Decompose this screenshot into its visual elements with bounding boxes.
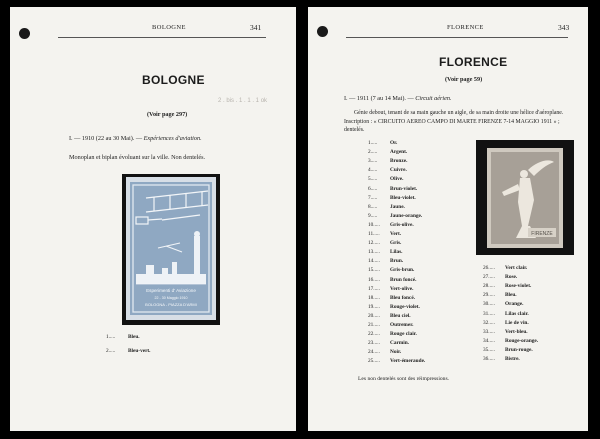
variety-row <box>483 338 538 344</box>
variety-color: Cuivre. <box>390 167 407 174</box>
see-page-ref: (Voir page 297) <box>147 111 188 118</box>
variety-row <box>368 267 414 273</box>
variety-row <box>368 349 401 355</box>
stamp-line-2: 22 - 30 Maggio 1910 <box>154 296 188 300</box>
variety-row <box>483 356 520 362</box>
variety-row <box>368 322 413 328</box>
variety-number: 9..... <box>368 212 378 219</box>
variety-row <box>368 158 407 164</box>
punch-hole <box>19 28 30 39</box>
variety-number: 21..... <box>368 322 380 328</box>
variety-row <box>483 274 517 280</box>
variety-color: Outremer. <box>390 322 414 328</box>
variety-row <box>368 286 413 292</box>
variety-row <box>483 283 531 289</box>
variety-number: 28..... <box>483 283 495 290</box>
variety-number: 6..... <box>368 185 378 192</box>
variety-row <box>483 347 533 353</box>
variety-row <box>368 304 420 310</box>
running-head: BOLOGNE <box>152 24 186 31</box>
variety-color: Brun foncé. <box>390 276 417 283</box>
variety-row <box>368 295 415 301</box>
variety-color: Brun-rouge. <box>505 346 533 353</box>
variety-color: Bleu-vert. <box>128 348 151 354</box>
issue-number-date: I. — 1911 (7 au 14 Mai). — <box>344 95 416 102</box>
variety-color: Gris-brun. <box>390 267 415 274</box>
variety-color: Vert-olive. <box>390 285 414 292</box>
variety-number: 2..... <box>368 149 378 156</box>
variety-row <box>368 277 417 283</box>
variety-row <box>483 320 529 326</box>
variety-number: 15..... <box>368 267 380 274</box>
variety-number: 19..... <box>368 303 380 310</box>
page-title: BOLOGNE <box>142 73 205 87</box>
issue-line <box>344 95 451 102</box>
bologna-aviation-stamp <box>122 174 220 325</box>
page-number: 343 <box>558 23 570 32</box>
variety-number: 23..... <box>368 340 380 347</box>
variety-color: Jaune. <box>390 203 405 210</box>
variety-color: Vert clair. <box>505 265 528 271</box>
variety-color: Rouge clair. <box>390 331 417 338</box>
variety-number: 36..... <box>483 356 495 362</box>
running-head: FLORENCE <box>447 24 484 31</box>
variety-number: 16..... <box>368 276 380 283</box>
variety-number: 14..... <box>368 258 380 265</box>
variety-row <box>483 301 523 307</box>
variety-color: Or. <box>390 140 398 146</box>
variety-color: Bleu. <box>505 292 517 299</box>
variety-color: Bronze. <box>390 158 408 165</box>
variety-number: 32..... <box>483 319 495 326</box>
pencil-note: 2 . bis . 1 . 1 . 1 ok <box>218 98 268 104</box>
variety-row <box>483 265 527 271</box>
variety-row <box>368 204 405 210</box>
variety-color: Bleu-violet. <box>390 194 416 201</box>
variety-number: 20..... <box>368 312 380 319</box>
punch-hole <box>317 26 328 37</box>
footer-note: Les non dentelés sont des réimpressions. <box>358 376 450 382</box>
header-rule <box>58 37 266 38</box>
issue-description: Monoplan et biplan évoluant sur la ville. Non dentelés. <box>69 154 206 161</box>
stamp-mount <box>476 140 574 255</box>
right-album-page <box>308 7 588 431</box>
variety-color: Rouge-orange. <box>505 337 539 344</box>
variety-color: Bleu ciel. <box>390 312 411 319</box>
see-page-ref: (Voir page 59) <box>445 76 483 83</box>
variety-color: Rose. <box>505 274 518 281</box>
variety-number: 1..... <box>368 140 378 146</box>
variety-color: Vert-émeraude. <box>390 358 426 365</box>
variety-number: 35..... <box>483 346 495 353</box>
variety-row <box>368 331 417 337</box>
variety-row <box>368 213 422 219</box>
variety-number: 3..... <box>368 158 378 165</box>
issue-number-date: I. — 1910 (22 au 30 Mai). — <box>69 135 144 142</box>
issue-line <box>69 135 202 142</box>
variety-number: 29..... <box>483 292 495 299</box>
variety-color: Lilas clair. <box>505 310 529 317</box>
variety-number: 7..... <box>368 194 378 201</box>
variety-number: 17..... <box>368 285 380 292</box>
variety-color: Bistre. <box>505 356 520 362</box>
variety-row <box>106 334 140 340</box>
variety-row <box>368 149 407 155</box>
variety-color: Orange. <box>505 301 524 308</box>
variety-color: Argent. <box>390 149 408 156</box>
variety-number: 12..... <box>368 240 380 247</box>
variety-number: 2..... <box>106 348 116 354</box>
variety-row <box>368 195 416 201</box>
variety-number: 25..... <box>368 358 380 365</box>
florence-aviation-stamp <box>476 140 574 255</box>
variety-number: 26..... <box>483 265 495 271</box>
variety-row <box>368 222 414 228</box>
variety-color: Carmin. <box>390 340 409 347</box>
variety-color: Rose-violet. <box>505 283 532 290</box>
variety-row <box>368 358 425 364</box>
variety-number: 34..... <box>483 337 495 344</box>
variety-color: Gris-olive. <box>390 221 414 228</box>
variety-number: 33..... <box>483 328 495 335</box>
stamp-caption: FIRENZE <box>531 231 553 237</box>
variety-number: 27..... <box>483 274 495 281</box>
variety-number: 13..... <box>368 249 380 256</box>
variety-color: Vert-bleu. <box>505 328 528 335</box>
variety-row <box>368 240 401 246</box>
variety-color: Brun. <box>390 258 404 265</box>
variety-color: Bleu foncé. <box>390 294 416 301</box>
variety-row <box>368 313 411 319</box>
left-album-page <box>10 7 296 431</box>
variety-number: 8..... <box>368 203 378 210</box>
variety-color: Vert. <box>390 231 402 237</box>
issue-description: Génie debout, tenant de sa main gauche un aigle, de sa main droite une hélice d'aéroplane. Inscription : « CIRCUITO AEREO CAMPO DI MARTE FIRENZE 7-14 MAGGIO 1911 » ; dentelés. <box>344 110 564 134</box>
variety-row <box>368 167 407 173</box>
variety-number: 11..... <box>368 231 380 237</box>
variety-color: Rouge-violet. <box>390 303 420 310</box>
variety-row <box>368 176 403 182</box>
variety-row <box>483 311 529 317</box>
variety-color: Brun-violet. <box>390 185 418 192</box>
variety-row <box>368 186 417 192</box>
stamp-line-3: BOLOGNA - PIAZZA D'ARMI <box>145 302 197 307</box>
variety-number: 30..... <box>483 301 495 308</box>
variety-color: Bleu. <box>128 334 140 340</box>
variety-number: 31..... <box>483 310 495 317</box>
stamp-mount <box>122 174 220 325</box>
variety-number: 10..... <box>368 221 380 228</box>
issue-subject: Expériences d'aviation. <box>143 135 202 142</box>
variety-row <box>368 249 403 255</box>
variety-color: Gris. <box>390 240 402 247</box>
header-rule <box>346 37 568 38</box>
variety-color: Olive. <box>390 176 404 183</box>
variety-row <box>483 292 517 298</box>
page-number: 341 <box>250 23 262 32</box>
variety-number: 22..... <box>368 331 380 338</box>
variety-row <box>368 340 409 346</box>
variety-row <box>368 231 401 237</box>
variety-color: Noir. <box>390 349 402 356</box>
variety-row <box>368 258 403 264</box>
variety-color: Lie de vin. <box>505 319 529 326</box>
variety-row <box>106 348 151 354</box>
page-title: FLORENCE <box>439 55 508 69</box>
variety-row <box>368 140 397 146</box>
variety-number: 18..... <box>368 294 380 301</box>
issue-subject: Circuit aérien. <box>415 95 452 102</box>
variety-number: 24..... <box>368 349 380 356</box>
variety-color: Lilas. <box>390 249 403 256</box>
variety-number: 1..... <box>106 334 116 340</box>
variety-number: 5..... <box>368 176 378 183</box>
stamp-line-1: Esperimenti d' Aviazione <box>146 288 196 293</box>
variety-number: 4..... <box>368 167 378 174</box>
variety-color: Jaune-orange. <box>390 212 423 219</box>
variety-row <box>483 329 528 335</box>
